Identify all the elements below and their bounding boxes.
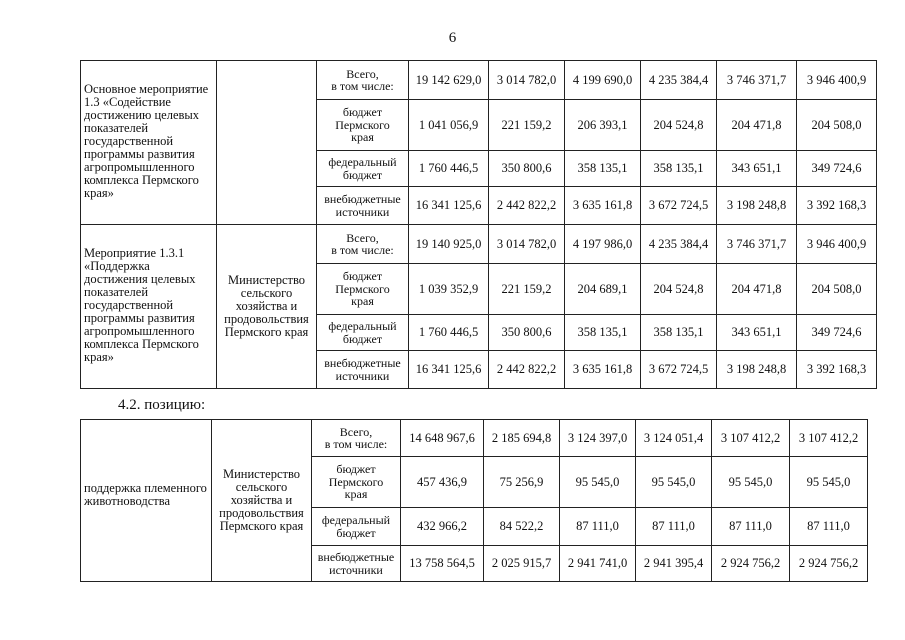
amount-cell: 2 025 915,7 [484,546,560,582]
group2-responsible: Министерство сельского хозяйства и продовольствия Пермского края [217,225,317,389]
funding-source: федеральный бюджет [312,508,401,546]
amount-cell: 87 111,0 [712,508,790,546]
funding-source: бюджет Пермского края [312,457,401,508]
amount-cell: 204 471,8 [717,100,797,151]
amount-cell: 3 746 371,7 [717,225,797,264]
amount-cell: 350 800,6 [489,151,565,187]
amount-cell: 206 393,1 [565,100,641,151]
amount-cell: 349 724,6 [797,315,877,351]
position-responsible: Министерство сельского хозяйства и продовольствия Пермского края [212,420,312,582]
amount-cell: 358 135,1 [641,151,717,187]
amount-cell: 4 235 384,4 [641,61,717,100]
amount-cell: 75 256,9 [484,457,560,508]
amount-cell: 87 111,0 [636,508,712,546]
amount-cell: 19 140 925,0 [409,225,489,264]
amount-cell: 2 941 741,0 [560,546,636,582]
table-row [81,420,868,457]
page-number: 6 [448,30,457,46]
amount-cell: 3 124 051,4 [636,420,712,457]
amount-cell: 87 111,0 [560,508,636,546]
amount-cell: 87 111,0 [790,508,868,546]
amount-cell: 1 760 446,5 [409,151,489,187]
amount-cell: 2 442 822,2 [489,187,565,225]
amount-cell: 13 758 564,5 [401,546,484,582]
amount-cell: 16 341 125,6 [409,351,489,389]
amount-cell: 343 651,1 [717,315,797,351]
amount-cell: 16 341 125,6 [409,187,489,225]
funding-source: бюджет Пермского края [317,264,409,315]
amount-cell: 3 392 168,3 [797,187,877,225]
funding-source: Всего, в том числе: [312,420,401,457]
amount-cell: 457 436,9 [401,457,484,508]
amount-cell: 2 442 822,2 [489,351,565,389]
amount-cell: 4 197 986,0 [565,225,641,264]
amount-cell: 350 800,6 [489,315,565,351]
amount-cell: 4 235 384,4 [641,225,717,264]
amount-cell: 358 135,1 [641,315,717,351]
budget-table-position [80,419,868,582]
amount-cell: 3 672 724,5 [641,351,717,389]
group2-activity-name: Мероприятие 1.3.1 «Поддержка достижения целевых показателей государственной программы развития агропромышленного комплекса Пермского края» [81,225,217,389]
amount-cell: 3 392 168,3 [797,351,877,389]
amount-cell: 19 142 629,0 [409,61,489,100]
amount-cell: 432 966,2 [401,508,484,546]
amount-cell: 95 545,0 [636,457,712,508]
amount-cell: 3 672 724,5 [641,187,717,225]
funding-source: Всего, в том числе: [317,61,409,100]
amount-cell: 358 135,1 [565,315,641,351]
amount-cell: 3 746 371,7 [717,61,797,100]
amount-cell: 95 545,0 [712,457,790,508]
amount-cell: 349 724,6 [797,151,877,187]
position-activity-name: поддержка племенного животноводства [81,420,212,582]
amount-cell: 3 198 248,8 [717,187,797,225]
funding-source: внебюджетные источники [317,351,409,389]
amount-cell: 3 946 400,9 [797,225,877,264]
amount-cell: 3 635 161,8 [565,187,641,225]
amount-cell: 204 471,8 [717,264,797,315]
amount-cell: 3 946 400,9 [797,61,877,100]
amount-cell: 204 508,0 [797,264,877,315]
funding-source: внебюджетные источники [312,546,401,582]
amount-cell: 221 159,2 [489,100,565,151]
amount-cell: 95 545,0 [790,457,868,508]
amount-cell: 14 648 967,6 [401,420,484,457]
amount-cell: 3 198 248,8 [717,351,797,389]
amount-cell: 204 689,1 [565,264,641,315]
position-heading: 4.2. позицию: [118,397,206,413]
amount-cell: 3 107 412,2 [712,420,790,457]
amount-cell: 221 159,2 [489,264,565,315]
funding-source: внебюджетные источники [317,187,409,225]
funding-source: федеральный бюджет [317,151,409,187]
group1-activity-name: Основное мероприятие 1.3 «Содействие достижению целевых показателей государственной программы развития агропромышленного комплекса Пермского края» [81,61,217,225]
group1-responsible [217,61,317,225]
amount-cell: 204 524,8 [641,264,717,315]
amount-cell: 343 651,1 [717,151,797,187]
amount-cell: 2 941 395,4 [636,546,712,582]
amount-cell: 2 924 756,2 [712,546,790,582]
funding-source: бюджет Пермского края [317,100,409,151]
funding-source: федеральный бюджет [317,315,409,351]
budget-table-main [80,60,877,389]
amount-cell: 3 635 161,8 [565,351,641,389]
amount-cell: 204 524,8 [641,100,717,151]
amount-cell: 3 124 397,0 [560,420,636,457]
table-row [81,61,877,100]
amount-cell: 84 522,2 [484,508,560,546]
amount-cell: 1 760 446,5 [409,315,489,351]
amount-cell: 358 135,1 [565,151,641,187]
amount-cell: 2 185 694,8 [484,420,560,457]
table-row [81,225,877,264]
amount-cell: 1 039 352,9 [409,264,489,315]
amount-cell: 1 041 056,9 [409,100,489,151]
amount-cell: 3 014 782,0 [489,225,565,264]
amount-cell: 3 107 412,2 [790,420,868,457]
amount-cell: 3 014 782,0 [489,61,565,100]
amount-cell: 2 924 756,2 [790,546,868,582]
amount-cell: 4 199 690,0 [565,61,641,100]
amount-cell: 204 508,0 [797,100,877,151]
funding-source: Всего, в том числе: [317,225,409,264]
amount-cell: 95 545,0 [560,457,636,508]
